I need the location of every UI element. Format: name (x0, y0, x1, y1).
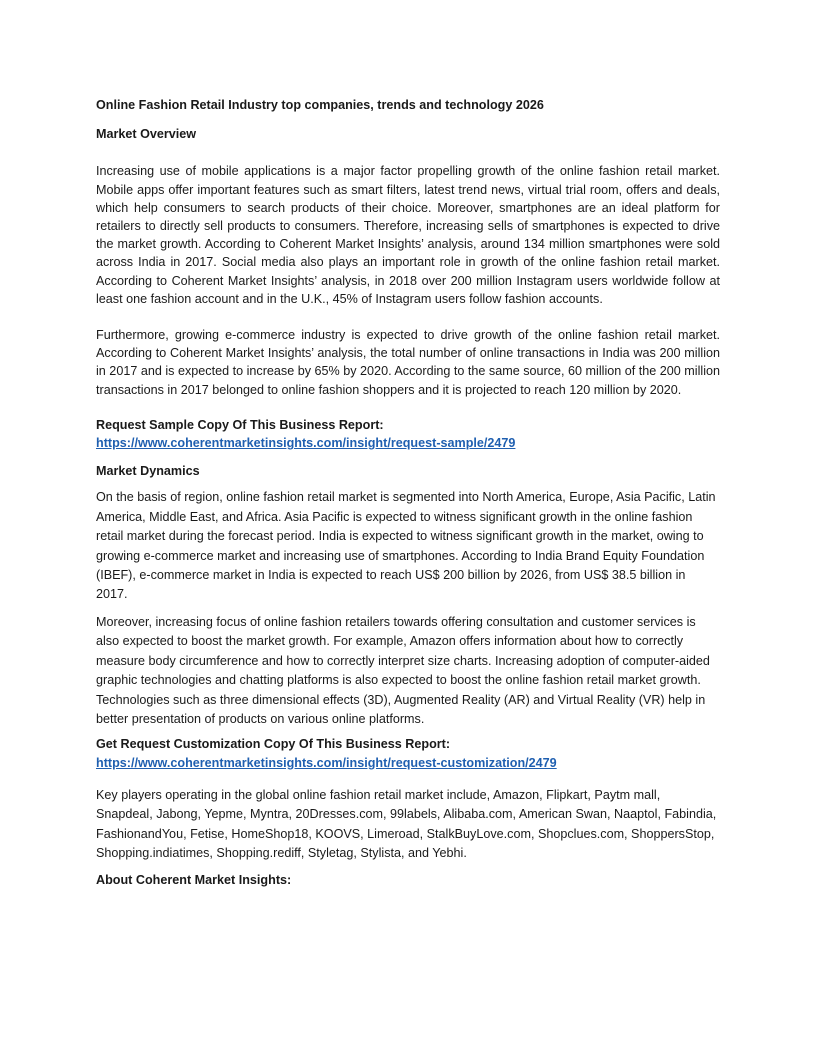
sample-request-block (96, 416, 720, 452)
customization-request-label: Get Request Customization Copy Of This Business Report: (96, 737, 451, 752)
market-dynamics-section (96, 462, 720, 729)
sample-request-link[interactable]: https://www.coherentmarketinsights.com/insight/request-sample/2479 (96, 436, 516, 451)
sample-request-label: Request Sample Copy Of This Business Report: (96, 417, 384, 432)
market-dynamics-paragraph-2: Moreover, increasing focus of online fashion retailers towards offering consultation and customer services is also expected to boost the market growth. For example, Amazon offers information about how to correctly measure body circumference and how to correctly interpret size charts. Increasing adoption of computer-aided graphic technologies and chatting platforms is also expected to boost the online fashion retail market growth. Technologies such as three dimensional effects (3D), Augmented Reality (AR) and Virtual Reality (VR) help in better presentation of products on various online platforms. (96, 614, 710, 726)
market-overview-paragraph-2: Furthermore, growing e-commerce industry is expected to drive growth of the online fashion retail market. According to Coherent Market Insights’ analysis, the total number of online transactions in India was 200 million in 2017 and is expected to increase by 65% by 2020. According to the same source, 60 million of the 200 million transactions in 2017 belonged to online fashion shoppers and it is projected to reach 120 million by 2020. (96, 328, 720, 397)
section-spacer (96, 399, 720, 416)
document-title: Online Fashion Retail Industry top companies, trends and technology 2026 (96, 98, 544, 112)
customization-request-block (96, 735, 720, 771)
market-overview-paragraph-1: Increasing use of mobile applications is a major factor propelling growth of the online fashion retail market. Mobile apps offer important features such as smart filters, latest trend news, virtual trial room, offers and deals, which help consumers to search products of their choice. Moreover, smartphones are an ideal platform for retailers to directly sell products to consumers. Therefore, increasing sells of smartphones is expected to drive the market growth. According to Coherent Market Insights’ analysis, around 134 million smartphones were sold across India in 2017. Social media also plays an important role in growth of the online fashion retail market. According to Coherent Market Insights’ analysis, in 2018 over 200 million Instagram users worldwide follow at least one fashion account and in the U.K., 45% of Instagram users follow fashion accounts. (96, 164, 720, 306)
key-players-paragraph: Key players operating in the global online fashion retail market include, Amazon, Flipkart, Paytm mall, Snapdeal, Jabong, Yepme, Myntra, 20Dresses.com, 99labels, Alibaba.com, American Swan, Naaptol, Fabindia, FashionandYou, Fetise, HomeShop18, KOOVS, Limeroad, StalkBuyLove.com, Shopclues.com, ShoppersStop, Shopping.indiatimes, Shopping.rediff, Styletag, Stylista, and Yebhi. (96, 787, 717, 860)
market-dynamics-paragraph-1: On the basis of region, online fashion retail market is segmented into North America, Europe, Asia Pacific, Latin America, Middle East, and Africa. Asia Pacific is expected to witness significant growth in the online fashion retail market during the forecast period. India is expected to witness significant growth in the market, owing to growing e-commerce market and increasing use of smartphones. According to India Brand Equity Foundation (IBEF), e-commerce market in India is expected to reach US$ 200 billion by 2026, from US$ 38.5 billion in 2017. (96, 490, 716, 602)
market-dynamics-heading: Market Dynamics (96, 464, 200, 479)
paragraph-spacer (96, 605, 720, 613)
customization-request-link[interactable]: https://www.coherentmarketinsights.com/insight/request-customization/2479 (96, 755, 557, 770)
paragraph-spacer (96, 308, 720, 326)
market-overview-heading: Market Overview (96, 127, 197, 142)
document-page (96, 96, 720, 909)
about-heading: About Coherent Market Insights: (96, 873, 292, 888)
